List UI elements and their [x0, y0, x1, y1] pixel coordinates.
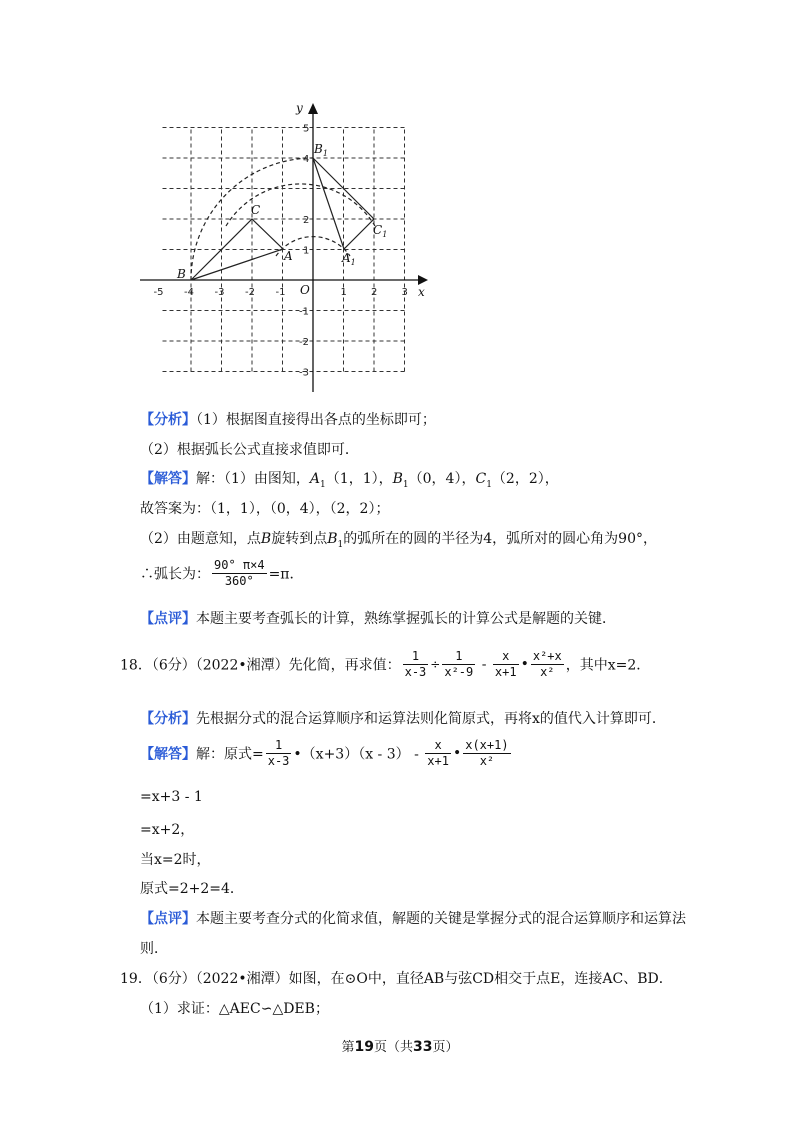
question-18 — [120, 649, 650, 680]
q18-frac-2-num: 1 — [442, 649, 475, 665]
answer2-frac-2-num: x — [425, 738, 451, 754]
sub-a1: 1 — [320, 479, 326, 490]
answer2-mid: •（x+3）（x - 3） - — [293, 746, 424, 763]
footer-pre: 第 — [341, 1040, 355, 1055]
y-tick-label: 4 — [303, 154, 310, 165]
answer2-frac-3 — [463, 738, 510, 769]
answer-line-3-c: 的弧所在的圆的半径为4，弧所对的圆心角为90°， — [343, 531, 657, 547]
comment2-line-2: 则． — [140, 941, 168, 957]
b1-value: （0，4）， — [408, 471, 476, 487]
x-axis-arrow-icon — [418, 275, 428, 285]
question-19-line-1: 19．（6分）（2022•湘潭）如图，在⊙O中，直径AB与弦CD相交于点E，连接AC、BD． — [120, 971, 673, 987]
y-tick-label: -1 — [299, 306, 309, 318]
answer-line-4 — [140, 558, 304, 589]
q18-frac-3-den: x+1 — [494, 665, 517, 679]
y-tick-label: 2 — [303, 215, 310, 226]
analysis-text-1: （1）根据图直接得出各点的坐标即可； — [196, 412, 436, 428]
answer-line-3 — [140, 528, 657, 550]
answer2-step-1: =x+3 - 1 — [140, 789, 203, 805]
answer-line-3-a: （2）由题意知，点 — [140, 531, 261, 547]
answer2-frac-3-den: x² — [479, 754, 495, 768]
x-tick-label: -3 — [214, 287, 225, 298]
answer2-frac-3-num: x(x+1) — [465, 738, 509, 752]
answer2-frac-1-den: x-3 — [267, 754, 290, 768]
answer2-step-3: 当x=2时， — [140, 852, 211, 868]
point-label-c1: $C_1$ — [373, 223, 388, 239]
answer2-frac-2-den: x+1 — [427, 754, 449, 768]
page-footer — [0, 1036, 800, 1055]
comment2-tag: 【点评】 — [140, 911, 196, 927]
a1-value: （1，1）， — [325, 471, 393, 487]
analysis2-text: 先根据分式的混合运算顺序和运算法则化简原式，再将x的值代入计算即可． — [196, 711, 666, 727]
answer2-dot: • — [452, 745, 462, 762]
analysis-line-1 — [140, 409, 436, 429]
answer2-frac-1-num: 1 — [266, 738, 292, 754]
point-label-b: B — [177, 267, 186, 281]
answer2-frac-1 — [266, 738, 292, 769]
answer2-prefix: 解：原式= — [196, 746, 264, 763]
q18-frac-1 — [403, 649, 429, 680]
comment-line-1 — [140, 608, 616, 628]
arc-fraction-num: 90° π×4 — [214, 558, 265, 572]
footer-page-number: 19 — [354, 1039, 374, 1055]
q18-frac-3-num: x — [493, 649, 519, 665]
answer-prefix: 解：（1）由图知， — [196, 471, 310, 487]
sub-b1: 1 — [402, 479, 409, 490]
q18-head: 18．（6分）（2022•湘潭）先化简，再求值： — [120, 657, 401, 674]
point-c1: C — [475, 471, 487, 487]
point-label-c: C — [251, 203, 261, 217]
answer-line-3-b: 旋转到点 — [271, 531, 328, 547]
point-b1-ref: B — [327, 531, 338, 547]
point-label-b1: $B_1$ — [314, 142, 328, 158]
x-tick-label: 1 — [340, 287, 347, 298]
arc-middle — [226, 184, 375, 226]
axis-label-y: y — [296, 101, 303, 115]
q18-frac-1-num: 1 — [403, 649, 429, 665]
footer-mid: 页（共 — [373, 1040, 413, 1055]
coordinate-figure — [130, 95, 440, 400]
x-tick-label: -2 — [245, 287, 255, 298]
x-tick-label: -1 — [275, 287, 286, 298]
origin-label: O — [300, 283, 310, 297]
analysis-tag: 【分析】 — [140, 412, 196, 428]
point-label-a1: $A_1$ — [342, 251, 356, 267]
arc-length-fraction — [212, 558, 267, 589]
analysis2-tag: 【分析】 — [140, 711, 196, 727]
answer2-frac-2 — [425, 738, 451, 769]
q18-minus: - — [477, 656, 491, 673]
answer2-step-2: =x+2， — [140, 822, 195, 838]
answer-line-2: 故答案为：（1，1），（0，4），（2，2）； — [140, 501, 390, 517]
footer-post: 页） — [432, 1040, 459, 1055]
analysis2-line — [140, 708, 666, 728]
point-b: B — [260, 531, 272, 547]
question-19-line-2: （1）求证：△AEC∽△DEB； — [140, 1001, 329, 1017]
q18-frac-2-den: x²-9 — [444, 665, 474, 679]
comment2-text-1: 本题主要考查分式的化简求值，解题的关键是掌握分式的混合运算顺序和运算法 — [196, 911, 686, 927]
answer2-step-4: 原式=2+2=4． — [140, 881, 244, 897]
answer2-tag: 【解答】 — [140, 746, 196, 763]
x-tick-label: -4 — [184, 287, 194, 298]
q18-frac-4-den: x² — [540, 665, 555, 679]
x-tick-label: -5 — [153, 287, 164, 298]
y-tick-label: -2 — [299, 337, 309, 348]
q18-dot: • — [520, 656, 529, 673]
footer-total-pages: 33 — [413, 1039, 433, 1055]
q18-frac-2 — [442, 649, 475, 680]
arc-length-prefix: ∴弧长为： — [140, 566, 210, 583]
q18-div: ÷ — [430, 657, 441, 672]
sub-b1-ref: 1 — [337, 539, 344, 550]
comment-text: 本题主要考查弧长的计算，熟练掌握弧长的计算公式是解题的关键． — [196, 611, 616, 627]
answer-line-1 — [140, 468, 559, 490]
y-tick-label: 5 — [303, 123, 310, 135]
answer-tag: 【解答】 — [140, 471, 196, 487]
q18-frac-3 — [493, 649, 519, 680]
y-tick-label: 1 — [303, 245, 310, 257]
y-tick-label: -3 — [299, 367, 309, 379]
point-b1: B — [392, 471, 403, 487]
comment2-line-1 — [140, 908, 686, 928]
y-axis-arrow-icon — [308, 103, 318, 114]
analysis-line-2: （2）根据弧长公式直接求值即可． — [140, 442, 359, 458]
point-label-a: A — [284, 249, 293, 263]
arc-length-suffix: =π． — [268, 566, 304, 583]
answer2-line-1 — [140, 738, 513, 769]
axis-label-x: x — [418, 285, 425, 299]
q18-tail: ，其中x=2． — [565, 657, 651, 674]
q18-frac-4 — [531, 649, 564, 680]
q18-frac-4-num: x²+x — [532, 649, 562, 663]
sub-c1: 1 — [486, 479, 492, 490]
arc-fraction-den: 360° — [224, 574, 254, 588]
x-tick-label: 3 — [401, 287, 408, 298]
c1-value: （2，2）， — [491, 471, 559, 487]
point-a1: A — [309, 471, 321, 487]
comment-tag: 【点评】 — [140, 611, 196, 627]
q18-frac-1-den: x-3 — [404, 665, 427, 679]
x-tick-label: 2 — [371, 287, 378, 298]
